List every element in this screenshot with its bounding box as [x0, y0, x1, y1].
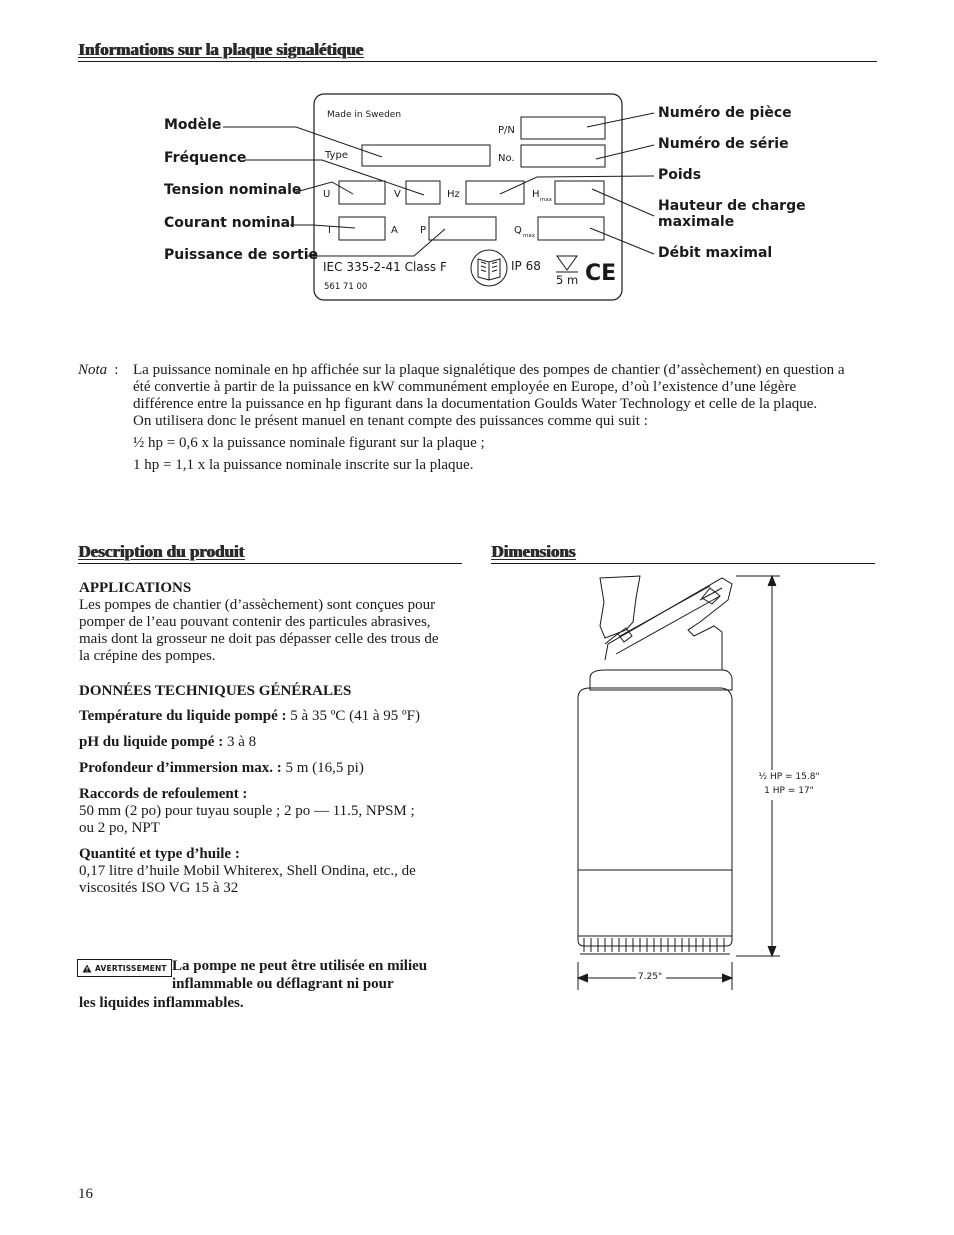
book-icon	[478, 259, 500, 280]
label-poids: Poids	[658, 167, 702, 183]
leader-poids	[500, 176, 654, 194]
note-colon: :	[114, 362, 119, 378]
description-title: Description du produit	[78, 542, 244, 561]
plate-ip: IP 68	[511, 259, 541, 273]
field-hz	[466, 181, 524, 204]
plate-qmax-sub: max	[523, 233, 535, 239]
label-tension: Tension nominale	[164, 182, 302, 198]
label-puissance: Puissance de sortie	[164, 247, 319, 263]
plate-i: I	[328, 225, 331, 236]
discharge-line-2: ou 2 po, NPT	[79, 820, 160, 836]
oil-line-1: 0,17 litre d’huile Mobil Whiterex, Shell Ondina, etc., de	[79, 863, 416, 879]
applications-line-1: Les pompes de chantier (d’assèchement) sont conçues pour	[79, 597, 436, 613]
field-q	[538, 217, 604, 240]
height-one-hp: 1 HP = 17"	[764, 786, 814, 796]
plate-h: H	[532, 189, 540, 200]
oil-label: Quantité et type d’huile :	[79, 846, 240, 862]
field-i	[339, 217, 385, 240]
width-arrow-left	[578, 974, 588, 982]
temp-row	[79, 708, 469, 725]
note-formula-2: 1 hp = 1,1 x la puissance nominale inscrite sur la plaque.	[133, 457, 474, 473]
width-arrow-right	[722, 974, 732, 982]
plate-v: V	[394, 189, 401, 200]
plate-no: No.	[498, 153, 515, 164]
label-courant: Courant nominal	[164, 215, 295, 231]
ph-row	[79, 734, 469, 751]
plate-hmax-sub: max	[540, 197, 552, 203]
depth-label: Profondeur d’immersion max. :	[79, 760, 282, 776]
ph-value: 3 à 8	[226, 734, 257, 750]
ce-mark: CE	[585, 261, 617, 286]
plate-q: Q	[514, 225, 522, 236]
plate-type: Type	[325, 150, 348, 161]
tech-heading: DONNÉES TECHNIQUES GÉNÉRALES	[79, 683, 352, 699]
warning-triangle-icon	[82, 964, 92, 973]
plate-depth: 5 m	[556, 273, 579, 287]
label-debit: Débit maximal	[658, 245, 773, 261]
plate-hz: Hz	[447, 189, 460, 200]
height-half-hp: ½ HP = 15.8"	[758, 772, 820, 782]
warning-line-3: les liquides inflammables.	[79, 995, 244, 1011]
page-number: 16	[78, 1186, 93, 1202]
applications-line-4: la crépine des pompes.	[79, 648, 216, 664]
plate-standard: IEC 335-2-41 Class F	[323, 260, 447, 274]
description-title-rule	[78, 563, 462, 564]
label-numero-serie: Numéro de série	[658, 136, 789, 152]
applications-line-2: pomper de l’eau pouvant contenir des particules abrasives,	[79, 614, 431, 630]
applications-heading: APPLICATIONS	[79, 580, 192, 596]
field-no	[521, 145, 605, 167]
pump-body	[578, 688, 732, 946]
field-pn	[521, 117, 605, 139]
dimensions-title: Dimensions	[491, 542, 576, 561]
note-line-2: été convertie à partir de la puissance en kW communément employée en Europe, d’où l’existence d’une légère	[133, 379, 797, 395]
field-h	[555, 181, 604, 204]
discharge-label: Raccords de refoulement :	[79, 786, 248, 802]
label-modele: Modèle	[164, 117, 222, 133]
description-body	[79, 580, 469, 897]
leader-hauteur	[592, 189, 654, 216]
depth-row	[79, 760, 469, 777]
leader-piece	[587, 113, 654, 127]
nameplate-section-title: Informations sur la plaque signalétique	[78, 40, 363, 59]
oil-line-2: viscosités ISO VG 15 à 32	[79, 880, 239, 896]
label-frequence: Fréquence	[164, 150, 247, 166]
leader-modele	[223, 127, 382, 157]
warning-tag	[77, 959, 172, 978]
note-line-4: On utilisera donc le présent manuel en tenant compte des puissances comme qui suit :	[133, 413, 648, 429]
depth-triangle-icon	[557, 256, 577, 270]
label-hauteur-2: maximale	[658, 214, 735, 230]
height-annotation	[744, 770, 834, 798]
dimensions-title-rule	[491, 563, 875, 564]
pump-strainer	[584, 938, 724, 952]
nameplate-diagram	[0, 0, 954, 320]
plate-made-in: Made in Sweden	[327, 110, 402, 120]
pump-handle-inner	[616, 586, 722, 654]
leader-courant	[290, 225, 355, 228]
note-line-1: La puissance nominale en hp affichée sur la plaque signalétique des pompes de chantier (d’assèchement) en question a	[133, 362, 845, 378]
pump-handle	[605, 578, 732, 670]
field-type	[362, 145, 490, 166]
discharge-line-1: 50 mm (2 po) pour tuyau souple ; 2 po — 11.5, NPSM ;	[79, 803, 415, 819]
temp-label: Température du liquide pompé :	[79, 708, 287, 724]
plate-code: 561 71 00	[324, 282, 368, 292]
note-line-3: différence entre la puissance en hp figurant dans la documentation Goulds Water Technology et celle de la plaque.	[133, 396, 818, 412]
ph-label: pH du liquide pompé :	[79, 734, 224, 750]
depth-value: 5 m (16,5 pi)	[285, 760, 364, 776]
plate-p: P	[420, 225, 427, 236]
pump-shoulder	[590, 670, 732, 690]
warning-line-1: La pompe ne peut être utilisée en milieu	[172, 958, 428, 974]
plate-a: A	[391, 225, 398, 236]
field-p	[429, 217, 496, 240]
field-u	[339, 181, 385, 204]
width-annotation: 7.25"	[637, 972, 663, 982]
plate-pn: P/N	[498, 125, 515, 136]
applications-line-3: mais dont la grosseur ne doit pas dépasser celle des trous de	[79, 631, 439, 647]
label-numero-piece: Numéro de pièce	[658, 105, 792, 121]
plate-u: U	[323, 189, 331, 200]
note-formula-1: ½ hp = 0,6 x la puissance nominale figurant sur la plaque ;	[133, 435, 485, 451]
field-v	[406, 181, 440, 204]
height-arrow-top	[768, 576, 776, 586]
warning-line-2: inflammable ou déflagrant ni pour	[172, 976, 394, 992]
label-hauteur: Hauteur de charge	[658, 198, 806, 214]
temp-value: 5 à 35 ºC (41 à 95 ºF)	[290, 708, 420, 724]
warning-tag-text: AVERTISSEMENT	[95, 963, 167, 973]
note-label: Nota	[78, 362, 108, 378]
height-arrow-bottom	[768, 946, 776, 956]
